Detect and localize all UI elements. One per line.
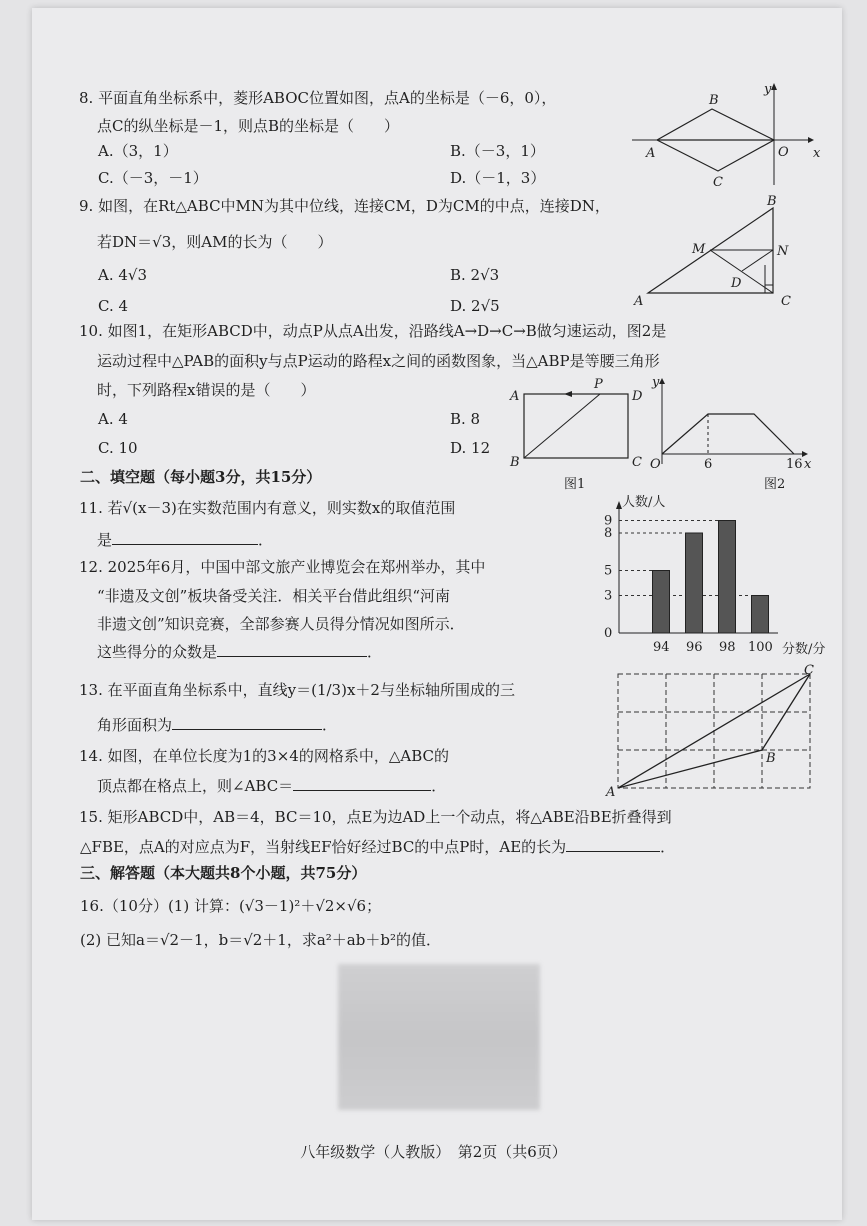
q10-fig2-label-y: y: [652, 375, 660, 390]
q10-fig1-label-b: B: [510, 455, 520, 470]
q8-fig-label-b: B: [709, 93, 719, 108]
q12-line4-text: 这些得分的众数是: [97, 643, 218, 661]
chart-xtick-label: 96: [686, 640, 703, 655]
q8-fig-label-y: y: [764, 82, 772, 97]
q14-grid-figure: [604, 664, 822, 800]
q10-line3: 时，下列路程x错误的是（ ）: [97, 381, 316, 399]
chart-xtick-label: 100: [748, 640, 773, 655]
q10-fig2-label-16: 16: [786, 457, 803, 472]
q8-rhombus-figure: [622, 80, 822, 190]
blurred-area: [338, 964, 540, 1110]
q9-option-d: D. 2√5: [450, 297, 500, 315]
chart-bar: [686, 533, 703, 633]
q9-fig-label-n: N: [777, 244, 789, 259]
q15-line2-text: △FBE，点A的对应点为F，当射线EF恰好经过BC的中点P时，AE的长为: [80, 838, 567, 856]
q14-fig-label-a: A: [606, 785, 616, 800]
q11-line2: 是 ．: [97, 531, 274, 549]
q10-fig1-label-d: D: [632, 389, 643, 404]
q14-fig-label-b: B: [766, 751, 776, 766]
q8-option-d: D.（－1，3）: [450, 169, 546, 187]
q10-option-c: C. 10: [98, 439, 138, 457]
q8-fig-label-o: O: [778, 145, 789, 160]
q8-line1: 8. 平面直角坐标系中，菱形ABOC位置如图，点A的坐标是（－6，0），: [79, 89, 557, 107]
chart-bar: [719, 521, 736, 634]
q9-option-c: C. 4: [98, 297, 129, 315]
q9-option-a: A. 4√3: [98, 266, 148, 284]
chart-xlabel: 分数/分: [782, 642, 826, 657]
q9-fig-label-c: C: [781, 294, 791, 309]
q15-line1: 15. 矩形ABCD中，AB＝4，BC＝10，点E为边AD上一个动点，将△ABE沿BE折叠得到: [79, 808, 672, 826]
q8-fig-label-a: A: [646, 146, 656, 161]
q10-fig1-caption: 图1: [564, 477, 586, 492]
q11-line2-text: 是: [97, 531, 113, 549]
q8-fig-label-c: C: [713, 175, 723, 190]
q10-fig2-label-x: x: [804, 457, 812, 472]
q14-answer-blank[interactable]: [293, 776, 431, 791]
chart-ytick-label: 0: [604, 626, 613, 641]
q12-score-bar-chart: [592, 483, 842, 658]
section-2-title: 二、填空题（每小题3分，共15分）: [80, 468, 322, 486]
q10-line1: 10. 如图1，在矩形ABCD中，动点P从点A出发，沿路线A→D→C→B做匀速运动，图2是: [79, 322, 667, 340]
q9-triangle-figure: [626, 193, 826, 308]
q9-fig-label-m: M: [692, 242, 706, 257]
chart-bar: [653, 571, 670, 634]
q8-option-b: B.（－3，1）: [450, 142, 545, 160]
q10-line2: 运动过程中△PAB的面积y与点P运动的路程x之间的函数图象，当△ABP是等腰三角形: [97, 352, 660, 370]
chart-ytick-label: 9: [604, 513, 613, 529]
q12-line1: 12. 2025年6月，中国中部文旅产业博览会在郑州举办，其中: [79, 558, 486, 576]
q15-line2: △FBE，点A的对应点为F，当射线EF恰好经过BC的中点P时，AE的长为 ．: [80, 838, 676, 856]
q11-answer-blank[interactable]: [112, 530, 258, 545]
q9-fig-label-d: D: [731, 276, 742, 291]
q13-line2-text: 角形面积为: [97, 716, 173, 734]
q10-fig2-label-6: 6: [704, 457, 713, 472]
q10-fig2-caption: 图2: [764, 477, 786, 492]
q11-line1: 11. 若√(x－3)在实数范围内有意义，则实数x的取值范围: [79, 499, 456, 517]
q10-fig1-label-c: C: [632, 455, 642, 470]
q10-fig1-label-a: A: [510, 389, 520, 404]
chart-bar: [752, 596, 769, 634]
exam-page: [32, 8, 842, 1220]
chart-ylabel: 人数/人: [622, 495, 666, 510]
section-3-title: 三、解答题（本大题共8个小题，共75分）: [80, 864, 367, 882]
q10-fig1-label-p: P: [594, 377, 603, 392]
q10-figure-1-rectangle: [504, 374, 643, 494]
q16-line2: (2) 已知a＝√2－1，b＝√2＋1，求a²＋ab＋b²的值．: [80, 931, 441, 949]
q8-fig-label-x: x: [813, 146, 821, 161]
q8-line2: 点C的纵坐标是－1，则点B的坐标是（ ）: [97, 117, 400, 135]
chart-xtick-label: 98: [719, 640, 736, 655]
q13-line1: 13. 在平面直角坐标系中，直线y＝(1/3)x＋2与坐标轴所围成的三: [79, 681, 515, 699]
q15-answer-blank[interactable]: [566, 837, 660, 852]
q16-line1: 16.（10分）(1) 计算：(√3－1)²＋√2×√6；: [80, 897, 382, 915]
q12-line4: 这些得分的众数是 ．: [97, 643, 383, 661]
q9-line1: 9. 如图，在Rt△ABC中MN为其中位线，连接CM，D为CM的中点，连接DN，: [79, 197, 610, 215]
chart-ytick-label: 8: [604, 526, 613, 541]
q12-line2: “非遗及文创”板块备受关注．相关平台借此组织“河南: [97, 587, 451, 605]
q14-fig-label-c: C: [804, 663, 814, 678]
q10-option-a: A. 4: [98, 410, 128, 428]
q13-answer-blank[interactable]: [172, 715, 322, 730]
q14-line1: 14. 如图，在单位长度为1的3×4的网格系中，△ABC的: [79, 747, 449, 765]
q8-option-a: A.（3，1）: [98, 142, 178, 160]
q8-option-c: C.（－3，－1）: [98, 169, 208, 187]
chart-xtick-label: 94: [653, 640, 670, 655]
page-footer: 八年级数学（人教版） 第2页（共6页）: [300, 1143, 567, 1161]
chart-ytick-label: 5: [604, 563, 613, 579]
q12-line3: 非遗文创”知识竞赛，全部参赛人员得分情况如图所示．: [97, 615, 465, 633]
q10-option-d: D. 12: [450, 439, 491, 457]
q9-option-b: B. 2√3: [450, 266, 500, 284]
q10-figure-2-graph: [644, 374, 814, 494]
chart-ytick-label: 3: [604, 588, 613, 604]
q10-fig2-label-o: O: [650, 457, 661, 472]
q14-line2-text: 顶点都在格点上，则∠ABC＝: [97, 777, 294, 795]
q9-fig-label-b: B: [767, 194, 777, 209]
q13-line2: 角形面积为 ．: [97, 716, 338, 734]
q12-answer-blank[interactable]: [217, 642, 367, 657]
q9-fig-label-a: A: [634, 294, 644, 309]
q9-line2: 若DN＝√3，则AM的长为（ ）: [97, 233, 333, 251]
q10-option-b: B. 8: [450, 410, 481, 428]
q14-line2: 顶点都在格点上，则∠ABC＝ ．: [97, 777, 447, 795]
